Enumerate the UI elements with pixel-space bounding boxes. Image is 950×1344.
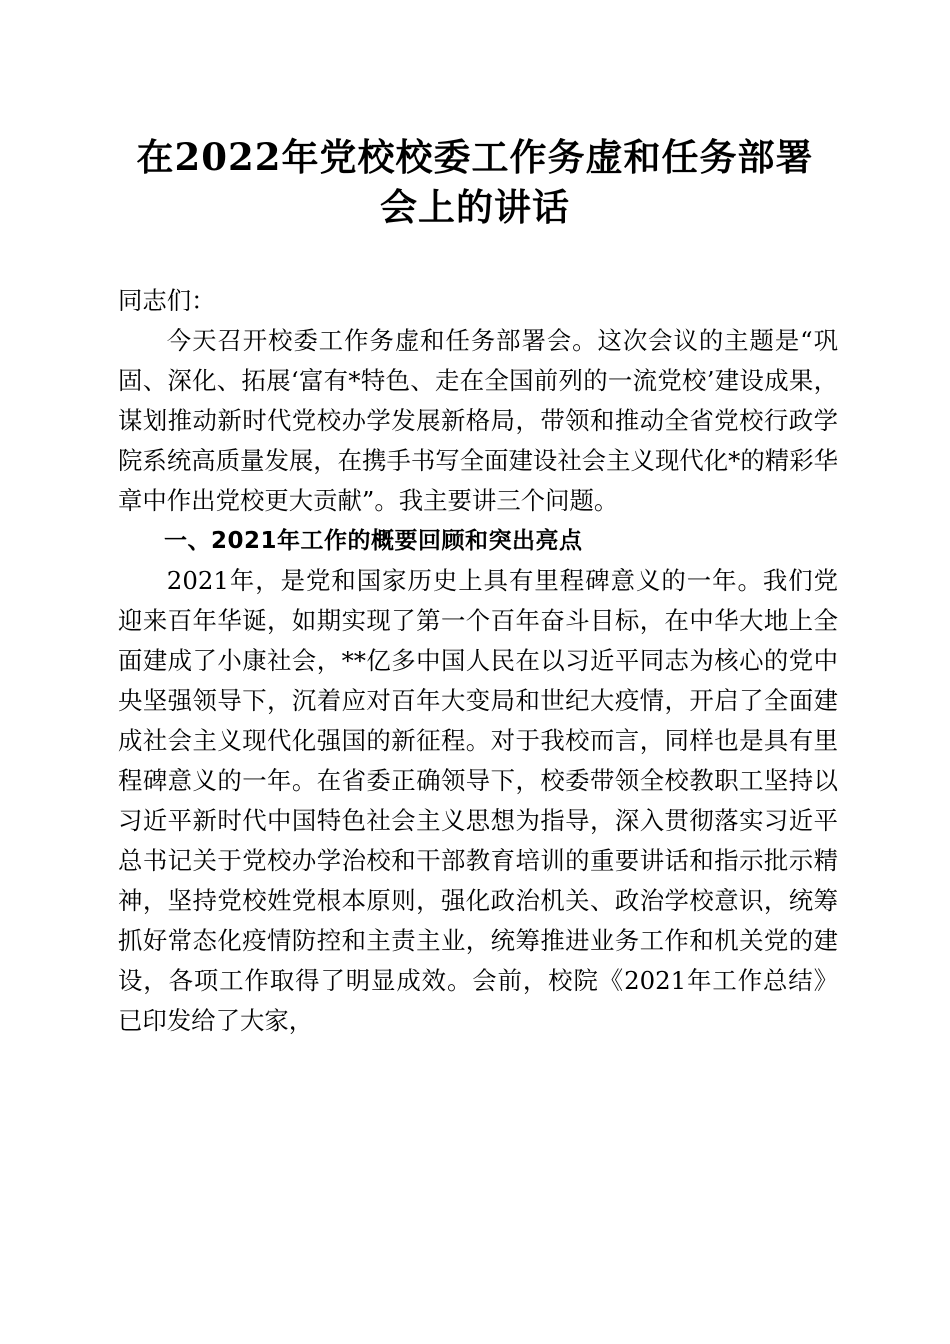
document-body <box>118 281 838 1041</box>
opening-paragraph: 今天召开校委工作务虚和任务部署会。这次会议的主题是“巩固、深化、拓展‘富有*特色、走在全国前列的一流党校’建设成果，谋划推动新时代党校办学发展新格局，带领和推动全省党校行政学院系统高质量发展，在携手书写全面建设社会主义现代化*的精彩华章中作出党校更大贡献”。我主要讲三个问题。 <box>118 326 838 515</box>
section-paragraph: 2021年，是党和国家历史上具有里程碑意义的一年。我们党迎来百年华诞，如期实现了第一个百年奋斗目标，在中华大地上全面建成了小康社会，**亿多中国人民在以习近平同志为核心的党中央坚强领导下，沉着应对百年大变局和世纪大疫情，开启了全面建成社会主义现代化强国的新征程。对于我校而言，同样也是具有里程碑意义的一年。在省委正确领导下，校委带领全校教职工坚持以习近平新时代中国特色社会主义思想为指导，深入贯彻落实习近平总书记关于党校办学治校和干部教育培训的重要讲话和指示批示精神，坚持党校姓党根本原则，强化政治机关、政治学校意识，统筹抓好常态化疫情防控和主责主业，统筹推进业务工作和机关党的建设，各项工作取得了明显成效。会前，校院《2021年工作总结》已印发给了大家， <box>118 566 838 1035</box>
document-title: 在2022年党校校委工作务虚和任务部署会上的讲话 <box>136 135 814 229</box>
salutation: 同志们： <box>118 286 216 315</box>
section-heading: 一、2021年工作的概要回顾和突出亮点 <box>164 528 583 554</box>
